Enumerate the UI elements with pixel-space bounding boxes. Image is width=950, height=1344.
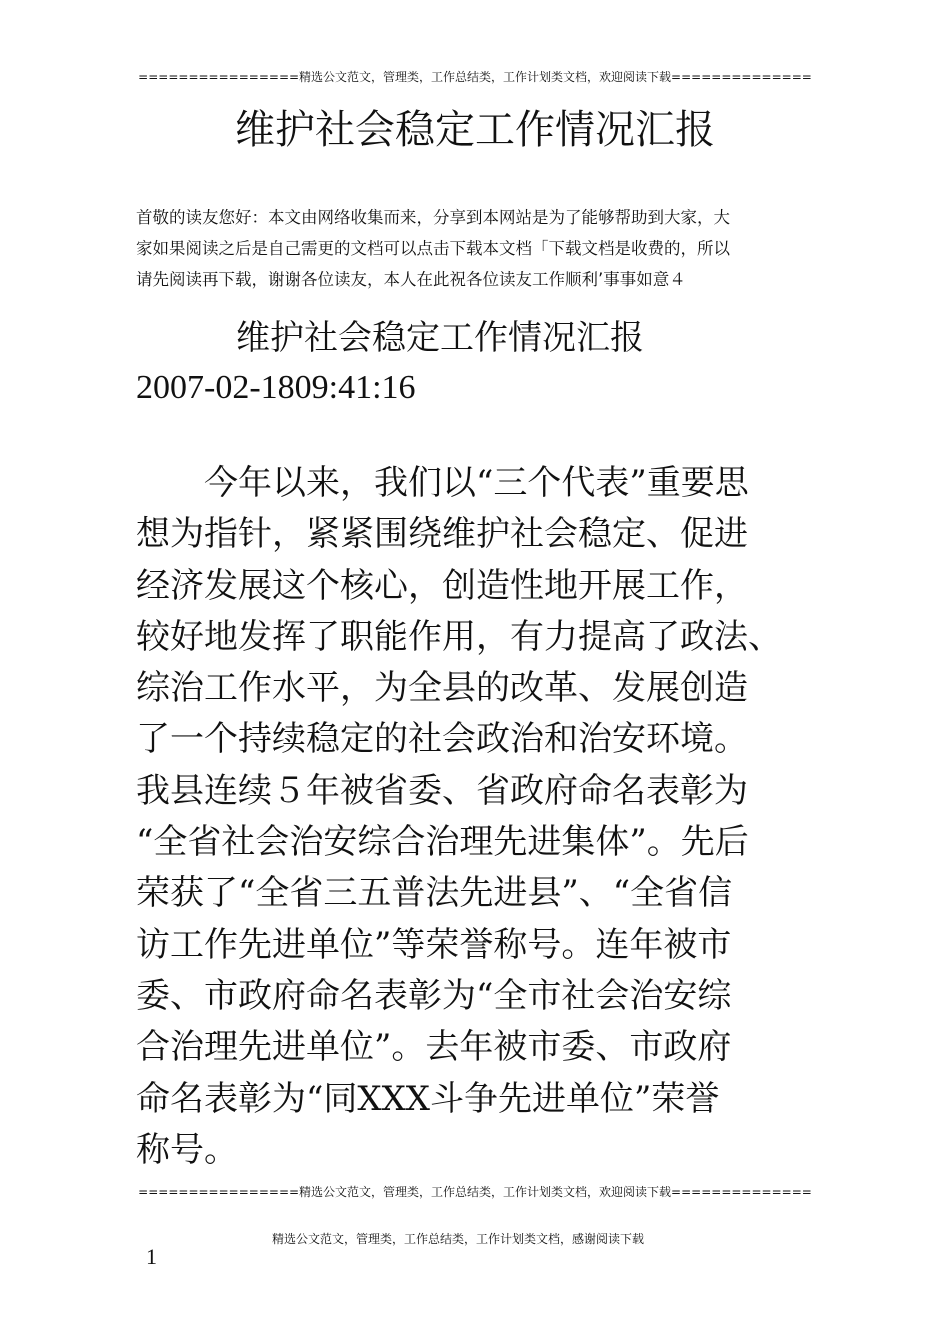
body-paragraph: [136, 458, 836, 1176]
body-line: 综治工作水平，为全县的改革、发展创造: [136, 668, 748, 709]
greeting-paragraph: [136, 202, 826, 295]
header-banner: ================精选公文范文，管理类，工作总结类，工作计划类文档，欢迎阅读下载==============: [138, 70, 812, 84]
greeting-line: 家如果阅读之后是自己需更的文档可以点击下载本文档「下载文档是收费的，所以: [136, 239, 730, 258]
body-line: 称号。: [136, 1129, 238, 1170]
body-line: 荣获了“全省三五普法先进县”、“全省信: [136, 873, 733, 914]
body-line: “全省社会治安综合治理先进集体”。先后: [136, 822, 749, 863]
body-line: 委、市政府命名表彰为“全市社会治安综: [136, 975, 732, 1016]
body-line: 命名表彰为“同XXX斗争先进单位”荣誉: [136, 1078, 720, 1119]
body-line: 了一个持续稳定的社会政治和治安环境。: [136, 719, 748, 760]
body-line: 今年以来，我们以“三个代表”重要思: [136, 463, 749, 503]
footer-note: 精选公文范文，管理类，工作总结类，工作计划类文档，感谢阅读下载: [271, 1232, 644, 1246]
footer-banner: ================精选公文范文，管理类，工作总结类，工作计划类文档，欢迎阅读下载==============: [138, 1185, 812, 1199]
body-line: 我县连续５年被省委、省政府命名表彰为: [136, 770, 748, 811]
body-line: 合治理先进单位”。去年被市委、市政府: [136, 1027, 732, 1068]
body-line: 想为指针，紧紧围绕维护社会稳定、促进: [136, 514, 748, 555]
article-date: 2007-02-1809:41:16: [136, 369, 416, 406]
body-line: 较好地发挥了职能作用，有力提高了政法、: [136, 616, 782, 657]
article-title: 维护社会稳定工作情况汇报: [236, 318, 644, 358]
greeting-line: 首敬的读友您好：本文由网络收集而来，分享到本网站是为了能够帮助到大家，大: [136, 208, 730, 227]
body-line: 访工作先进单位”等荣誉称号。连年被市: [136, 924, 732, 965]
body-line: 经济发展这个核心，创造性地开展工作，: [136, 565, 748, 606]
page-number: 1: [146, 1244, 157, 1269]
greeting-line: 请先阅读再下载，谢谢各位读友，本人在此祝各位读友工作顺利’事事如意４: [136, 270, 686, 289]
document-title: 维护社会稳定工作情况汇报: [235, 107, 715, 153]
